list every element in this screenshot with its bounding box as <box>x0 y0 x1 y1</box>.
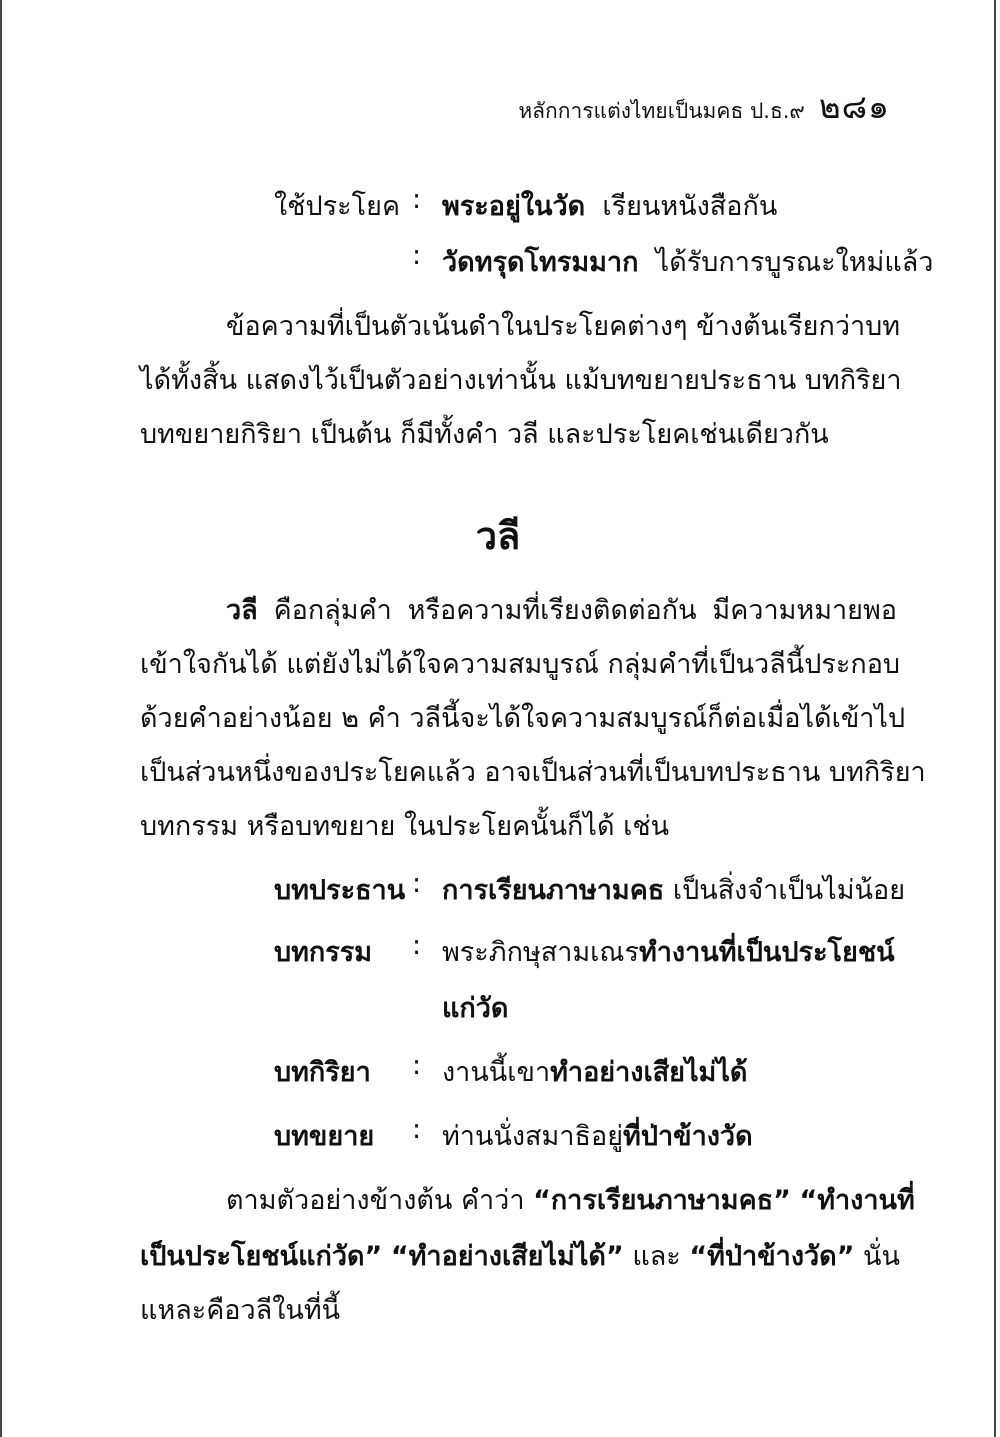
example-line-1-text: พระอยู่ในวัด เรียนหนังสือกัน <box>442 191 778 222</box>
document-page: หลักการแต่งไทยเป็นมคธ ป.ธ.๙ ๒๘๑ ใช้ประโยค : พระอยู่ในวัด เรียนหนังสือกัน : วัดทรุดโทรมมาก ได้รับการบูรณะใหม่แล้ว ข้อความที่เป็นตัวเน้นดำในประโยคต่างๆ ข้างต้นเรียกว่าบท ได้ทั้งสิ้น แสดงไว้เป็นตัวอย่างเท่านั้น แม้บทขยายประธาน บทกิริยา บทขยายกิริยา เป็นต้น ก็มีทั้งคำ วลี และประโยคเช่นเดียวกัน วลี วลี คือกลุ่มคำ หรือความที่เรียงติดต่อกัน มีความหมายพอ เข้าใจกันได้ แต่ยังไม่ได้ใจความสมบูรณ์ กลุ่มคำที่เป็นวลีนี้ประกอบ ด้วยคำอย่างน้อย ๒ คำ วลีนี้จะได้ใจความสมบูรณ์ก็ต่อเมื่อได้เข้าไป เป็นส่วนหนึ่งของประโยคแล้ว อาจเป็นส่วนที่เป็นบทประธาน บทกิริยา บทกรรม หรือบทขยาย ในประโยคนั้นก็ได้ เช่น บทประธาน : การเรียนภาษามคธ เป็นสิ่งจำเป็นไม่น้อย บทกรรม : พระภิกษุสามเณรทำงานที่เป็นประโยชน์ แก่วัด บทกิริยา : งานนี้เขาทำอย่างเสียไม่ได้ บทขยาย : ท่านนั่งสมาธิอยู่ที่ป่าข้างวัด ตามตัวอย่างข้างต้น คำว่า “การเรียนภาษามคธ” “ทำงานที่ เป็นประโยชน์แก่วัด” “ทำอย่างเสียไม่ได้” และ “ที่ป่าข้างวัด” นั่น แหละคือวลีในที่นี้ <box>0 0 996 1437</box>
example-line-2-text: วัดทรุดโทรมมาก ได้รับการบูรณะใหม่แล้ว <box>442 247 934 278</box>
section-heading: วลี <box>475 514 521 558</box>
paragraph-2-line-2: เข้าใจกันได้ แต่ยังไม่ได้ใจความสมบูรณ์ กลุ่มคำที่เป็นวลีนี้ประกอบ <box>140 649 901 680</box>
page-number: ๒๘๑ <box>818 87 890 126</box>
example-line-1: ใช้ประโยค <box>274 191 401 222</box>
running-title: หลักการแต่งไทยเป็นมคธ ป.ธ.๙ <box>518 99 805 123</box>
paragraph-2-line-3: ด้วยคำอย่างน้อย ๒ คำ วลีนี้จะได้ใจความสมบูรณ์ก็ต่อเมื่อได้เข้าไป <box>140 703 906 734</box>
example-line-1-colon: : <box>412 184 422 215</box>
paragraph-1-line-1: ข้อความที่เป็นตัวเน้นดำในประโยคต่างๆ ข้างต้นเรียกว่าบท <box>226 311 901 342</box>
page-header <box>518 80 890 133</box>
paragraph-2-line-4: เป็นส่วนหนึ่งของประโยคแล้ว อาจเป็นส่วนที่เป็นบทประธาน บทกิริยา <box>140 757 926 788</box>
paragraph-3-line-1: ตามตัวอย่างข้างต้น คำว่า “การเรียนภาษามคธ” “ทำงานที่ <box>226 1185 915 1216</box>
paragraph-1-line-3: บทขยายกิริยา เป็นต้น ก็มีทั้งคำ วลี และประโยคเช่นเดียวกัน <box>140 419 829 450</box>
paragraph-2-line-5: บทกรรม หรือบทขยาย ในประโยคนั้นก็ได้ เช่น <box>140 811 670 842</box>
paragraph-1-line-2: ได้ทั้งสิ้น แสดงไว้เป็นตัวอย่างเท่านั้น แม้บทขยายประธาน บทกิริยา <box>140 365 902 396</box>
paragraph-3-line-2: เป็นประโยชน์แก่วัด” “ทำอย่างเสียไม่ได้” และ “ที่ป่าข้างวัด” นั่น <box>140 1241 900 1272</box>
paragraph-3-line-3: แหละคือวลีในที่นี้ <box>140 1295 341 1326</box>
example-line-2-colon: : <box>412 240 422 271</box>
paragraph-2-line-1: วลี คือกลุ่มคำ หรือความที่เรียงติดต่อกัน มีความหมายพอ <box>226 595 897 626</box>
